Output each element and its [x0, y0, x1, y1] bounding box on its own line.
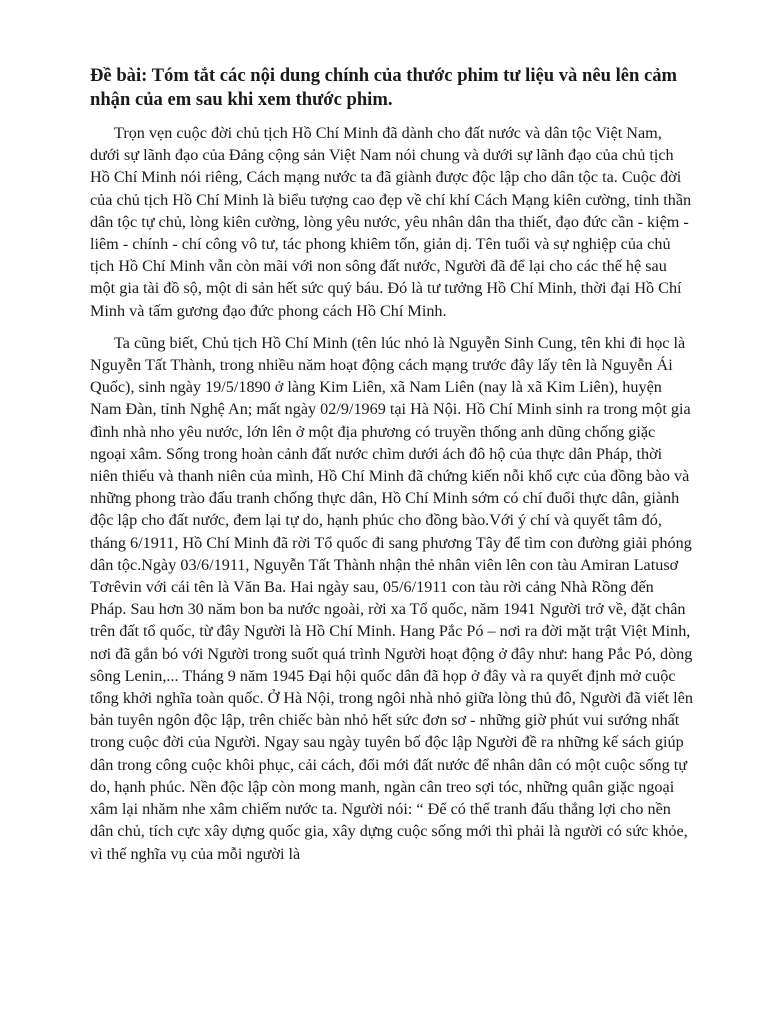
paragraph-biography: Ta cũng biết, Chủ tịch Hồ Chí Minh (tên lúc nhỏ là Nguyễn Sinh Cung, tên khi đi học là Nguyễn Tất Thành, trong nhiều năm hoạt động cách mạng trước đây lấy tên là Nguyễn Ái Quốc), sinh ngày 19/5/1890 ở làng Kim Liên, xã Nam Liên (nay là xã Kim Liên), huyện Nam Đàn, tỉnh Nghệ An; mất ngày 02/9/1969 tại Hà Nội. Hồ Chí Minh sinh ra trong một gia đình nhà nho yêu nước, lớn lên ở một địa phương có truyền thống anh dũng chống giặc ngoại xâm. Sống trong hoàn cảnh đất nước chìm dưới ách đô hộ của thực dân Pháp, thời niên thiếu và thanh niên của mình, Hồ Chí Minh đã chứng kiến nỗi khổ cực của đồng bào và những phong trào đấu tranh chống thực dân, Hồ Chí Minh sớm có chí đuổi thực dân, giành độc lập cho đất nước, đem lại tự do, hạnh phúc cho đồng bào.Với ý chí và quyết tâm đó, tháng 6/1911, Hồ Chí Minh đã rời Tổ quốc đi sang phương Tây để tìm con đường giải phóng dân tộc.Ngày 03/6/1911, Nguyễn Tất Thành nhận thẻ nhân viên lên con tàu Amiran Latusơ Tơrêvin với cái tên là Văn Ba. Hai ngày sau, 05/6/1911 con tàu rời cảng Nhà Rồng đến Pháp. Sau hơn 30 năm bon ba nước ngoài, rời xa Tổ quốc, năm 1941 Người trở về, đặt chân trên đất tổ quốc, từ đây Người là Hồ Chí Minh. Hang Pắc Pó – nơi ra đời mặt trật Việt Minh, nơi đã gắn bó với Người trong suốt quá trình Người hoạt động ở đây như: hang Pắc Pó, dòng sông Lenin,... Tháng 9 năm 1945 Đại hội quốc dân đã họp ở đây và ra quyết định mở cuộc tổng khởi nghĩa toàn quốc. Ở Hà Nội, trong ngôi nhà nhỏ giữa lòng thủ đô, Người đã viết lên bản tuyên ngôn độc lập, trên chiếc bàn nhỏ hết sức đơn sơ - những giờ phút vui sướng nhất trong cuộc đời của Người. Ngay sau ngày tuyên bố độc lập Người đề ra những kế sách giúp dân trong công cuộc khôi phục, cải cách, đổi mới đất nước để nhân dân có một cuộc sống tự do, hạnh phúc. Nền độc lập còn mong manh, ngàn cân treo sợi tóc, những quân giặc ngoại xâm lại nhăm nhe xâm chiếm nước ta. Người nói: “ Để có thể tranh đấu thắng lợi cho nền dân chủ, tích cực xây dựng quốc gia, xây dựng cuộc sống mới thì phải là người có sức khỏe, vì thế nghĩa vụ của mỗi người là [90, 333, 693, 863]
assignment-title: Đề bài: Tóm tắt các nội dung chính của thước phim tư liệu và nêu lên cảm nhận của em sau khi xem thước phim. [90, 65, 678, 110]
document-body [90, 64, 694, 875]
paragraph-intro: Trọn vẹn cuộc đời chủ tịch Hồ Chí Minh đã dành cho đất nước và dân tộc Việt Nam, dưới sự lãnh đạo của Đảng cộng sản Việt Nam nói chung và dưới sự lãnh đạo của chủ tịch Hồ Chí Minh nói riêng, Cách mạng nước ta đã giành được độc lập cho dân tộc ta. Cuộc đời của chủ tịch Hồ Chí Minh là biểu tượng cao đẹp về chí khí Cách Mạng kiên cường, tinh thần dân tộc tự chủ, lòng kiên cường, lòng yêu nước, yêu nhân dân tha thiết, đạo đức cần - kiệm - liêm - chính - chí công vô tư, tác phong khiêm tốn, giản dị. Tên tuổi và sự nghiệp của chủ tịch Hồ Chí Minh vẫn còn mãi với non sông đất nước, Người đã để lại cho các thế hệ sau một gia tài đồ sộ, một di sản hết sức quý báu. Đó là tư tưởng Hồ Chí Minh, thời đại Hồ Chí Minh và tấm gương đạo đức phong cách Hồ Chí Minh. [90, 124, 692, 320]
